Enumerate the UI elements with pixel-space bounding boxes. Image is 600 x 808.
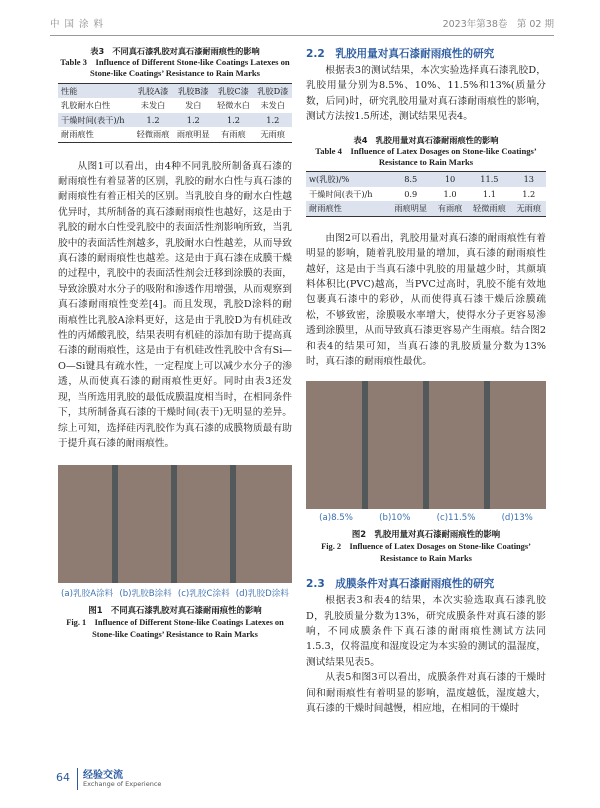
table-cell: 1.2: [173, 113, 213, 128]
figure1-title-en: Fig. 1 Influence of Different Stone-like Coatings Latexes on Stone-like Coatings’ Resistance to Rain Marks: [66, 617, 284, 639]
table-header-cell: w(乳胶)/%: [306, 172, 389, 187]
panel-divider: [423, 381, 429, 509]
table-row: [306, 201, 546, 216]
table-row: [58, 98, 292, 113]
table-cell: 1.1: [482, 188, 496, 199]
table-row: [58, 113, 292, 128]
table4-title-cn: 表4 乳胶用量对真石漆耐雨痕性的影响: [353, 134, 499, 145]
running-header: [50, 16, 554, 30]
table-header-cell: 8.5: [389, 172, 433, 187]
figure2-caption: [306, 529, 546, 564]
table-cell: 无雨痕: [512, 201, 546, 216]
figure1-caption: [58, 605, 292, 640]
table-header-row: [58, 83, 292, 98]
table-cell: 未发白: [140, 100, 166, 111]
page-number: 64: [56, 771, 70, 784]
figure2-photo: [306, 381, 546, 509]
table-cell: 干燥时间(表干)/h: [58, 113, 133, 128]
header-rule: [50, 35, 554, 36]
table-cell: 轻微雨痕: [133, 127, 173, 142]
table-cell: 0.9: [404, 188, 418, 199]
table-cell: 干燥时间(表干)/h: [309, 188, 373, 199]
table-cell: 1.2: [213, 113, 253, 128]
panel-divider: [230, 465, 236, 583]
left-column: [58, 46, 292, 640]
figure1-photo: [58, 465, 292, 583]
figure2-subcaptions: [306, 513, 546, 523]
table-cell: 1.2: [254, 113, 292, 128]
table-header-cell: 乳胶A漆: [133, 83, 173, 98]
table-cell: 未发白: [260, 100, 286, 111]
table-cell: 1.2: [133, 113, 173, 128]
subcaption: (d)13%: [501, 513, 533, 524]
subcaption: (b)乳胶B涂料: [119, 589, 172, 600]
panel-divider: [362, 381, 368, 509]
table4-caption: [306, 135, 546, 169]
table-cell: 有雨痕: [213, 127, 253, 142]
section-heading: 2.3 成膜条件对真石漆耐雨痕性的研究: [306, 578, 495, 591]
table3: [58, 83, 292, 143]
table-header-cell: 乳胶D漆: [254, 83, 292, 98]
table-cell: 轻微水白: [217, 100, 250, 111]
right-column: [306, 46, 546, 716]
table-header-cell: 性能: [58, 83, 133, 98]
table3-caption: [58, 46, 292, 80]
table-cell: 有雨痕: [433, 201, 467, 216]
subcaption: (b)10%: [379, 513, 411, 524]
figure1-subcaptions: [58, 587, 292, 599]
body-paragraph: 根据表3的测试结果，本次实验选择真石漆乳胶D，乳胶用量分别为8.5%、10%、11.5%和13%(质量分数，后同)时，研究乳胶用量对真石漆耐雨痕性的影响，测试方法按1.5所述，测试结果见表4。: [306, 65, 546, 123]
table-cell: 轻微雨痕: [467, 201, 511, 216]
body-paragraph: 从表5和图3可以看出，成膜条件对真石漆的干燥时间和耐雨痕性有着明显的影响，温度越低，湿度越大，真石漆的干燥时间越慢，相应地，在相同的干燥时: [306, 672, 546, 715]
table-cell: 乳胶耐水白性: [61, 100, 111, 111]
section-label: 经验交流: [83, 770, 123, 781]
subcaption: (d)乳胶D涂料: [235, 589, 289, 600]
footer-divider: [77, 768, 78, 790]
table-cell: 无雨痕: [254, 127, 292, 142]
body-paragraph: 由图2可以看出，乳胶用量对真石漆的耐雨痕性有着明显的影响，随着乳胶用量的增加，真石漆的耐雨痕性越好，这是由于当真石漆中乳胶的用量越少时，其颜填料体积比(PVC)越高，当PVC过高时，乳胶不能有效地包裹真石漆中的彩砂，从而使得真石漆干燥后涂膜疏松，不够致密，涂膜吸水率增大，使得水分子更容易渗透到涂膜里，从而导致真石漆更容易产生雨痕。结合图2和表4的结果可知，当真石漆的乳胶质量分数为13%时，真石漆的耐雨痕性最优。: [306, 232, 546, 367]
table4: [306, 171, 546, 217]
table3-title-cn: 表3 不同真石漆乳胶对真石漆耐雨痕性的影响: [90, 46, 260, 56]
table3-title-en: Table 3 Influence of Different Stone-like Coatings Latexes on Stone-like Coatings’ Resistance to Rain Marks: [60, 57, 290, 79]
section-heading: 2.2 乳胶用量对真石漆耐雨痕性的研究: [306, 48, 495, 60]
table-header-cell: 13: [512, 172, 546, 187]
table4-title-en: Table 4 Influence of Latex Dosages on Stone-like Coatings’ Resistance to Rain Marks: [315, 145, 537, 168]
panel-divider: [484, 381, 490, 509]
subcaption: (a)8.5%: [319, 513, 353, 524]
section-label-en: Exchange of Experience: [83, 780, 162, 788]
figure1-title-cn: 图1 不同真石漆乳胶对真石漆耐雨痕性的影响: [88, 605, 262, 616]
table-cell: 耐雨痕性: [58, 127, 133, 142]
table-header-row: [306, 172, 546, 187]
panel-divider: [171, 465, 177, 583]
figure2-title-cn: 图2 乳胶用量对真石漆耐雨痕性的影响: [351, 529, 501, 540]
table-header-cell: 乳胶B漆: [173, 83, 213, 98]
table-row: [58, 127, 292, 142]
table-header-cell: 10: [433, 172, 467, 187]
table-cell: 耐雨痕性: [306, 201, 389, 216]
subcaption: (c)11.5%: [436, 513, 476, 524]
table-cell: 1.2: [522, 188, 536, 199]
figure2-title-en: Fig. 2 Influence of Latex Dosages on Stone-like Coatings’ Resistance to Rain Marks: [321, 541, 531, 563]
table-cell: 1.0: [443, 188, 457, 199]
table-cell: 发白: [185, 100, 202, 111]
subcaption: (c)乳胶C涂料: [177, 589, 230, 600]
table-cell: 雨痕明显: [173, 127, 213, 142]
journal-name: 中 国 涂 料: [50, 19, 105, 30]
table-cell: 雨痕明显: [389, 201, 433, 216]
table-header-cell: 11.5: [467, 172, 511, 187]
body-paragraph: 从图1可以看出，由4种不同乳胶所制备真石漆的耐雨痕性有着显著的区别，乳胶的耐水白性与真石漆的耐雨痕性有着正相关的区别。当乳胶自身的耐水白性越优异时，其所制备的真石漆耐雨痕性也越好，这是由于乳胶的耐水白性受乳胶中的表面活性剂影响所致，当乳胶中的表面活性剂越多，乳胶耐水白性越差，从而导致真石漆的耐雨痕性也越差。这是由于真石漆在成膜干燥的过程中，乳胶中的表面活性剂会迁移到涂膜的表面，导致涂膜对水分子的吸附和渗透作用增强，从而观察到真石漆耐雨痕性变差[4]。而且发现，乳胶D涂料的耐雨痕性比乳胶A涂料更好，这是由于乳胶D为有机硅改性的丙烯酸乳胶，结果表明有机硅的添加有助于提高真石漆的耐雨痕性，这是由于有机硅改性乳胶中含有Si—O—Si键具有疏水性，一定程度上可以减少水分子的渗透，从而使真石漆的耐雨痕性更好。同时由表3还发现，当所选用乳胶的最低成膜温度相当时，在相同条件下，其所制备真石漆的干燥时间(表干)无明显的差异。综上可知，选择硅丙乳胶作为真石漆的成膜物质最有助于提升真石漆的耐雨痕性。: [58, 160, 292, 449]
table-header-cell: 乳胶C漆: [213, 83, 253, 98]
panel-divider: [112, 465, 118, 583]
issue-info: 2023年第38卷 第 02 期: [442, 19, 554, 30]
body-paragraph: 根据表3和表4的结果，本次实验选取真石漆乳胶D，乳胶质量分数为13%，研究成膜条件对真石漆的影响，不同成膜条件下真石漆的耐雨痕性测试方法同1.5.3，仅将温度和湿度设定为本实验的测试的温湿度，测试结果见表5。: [306, 595, 546, 668]
subcaption: (a)乳胶A涂料: [61, 589, 114, 600]
table-row: [306, 187, 546, 202]
